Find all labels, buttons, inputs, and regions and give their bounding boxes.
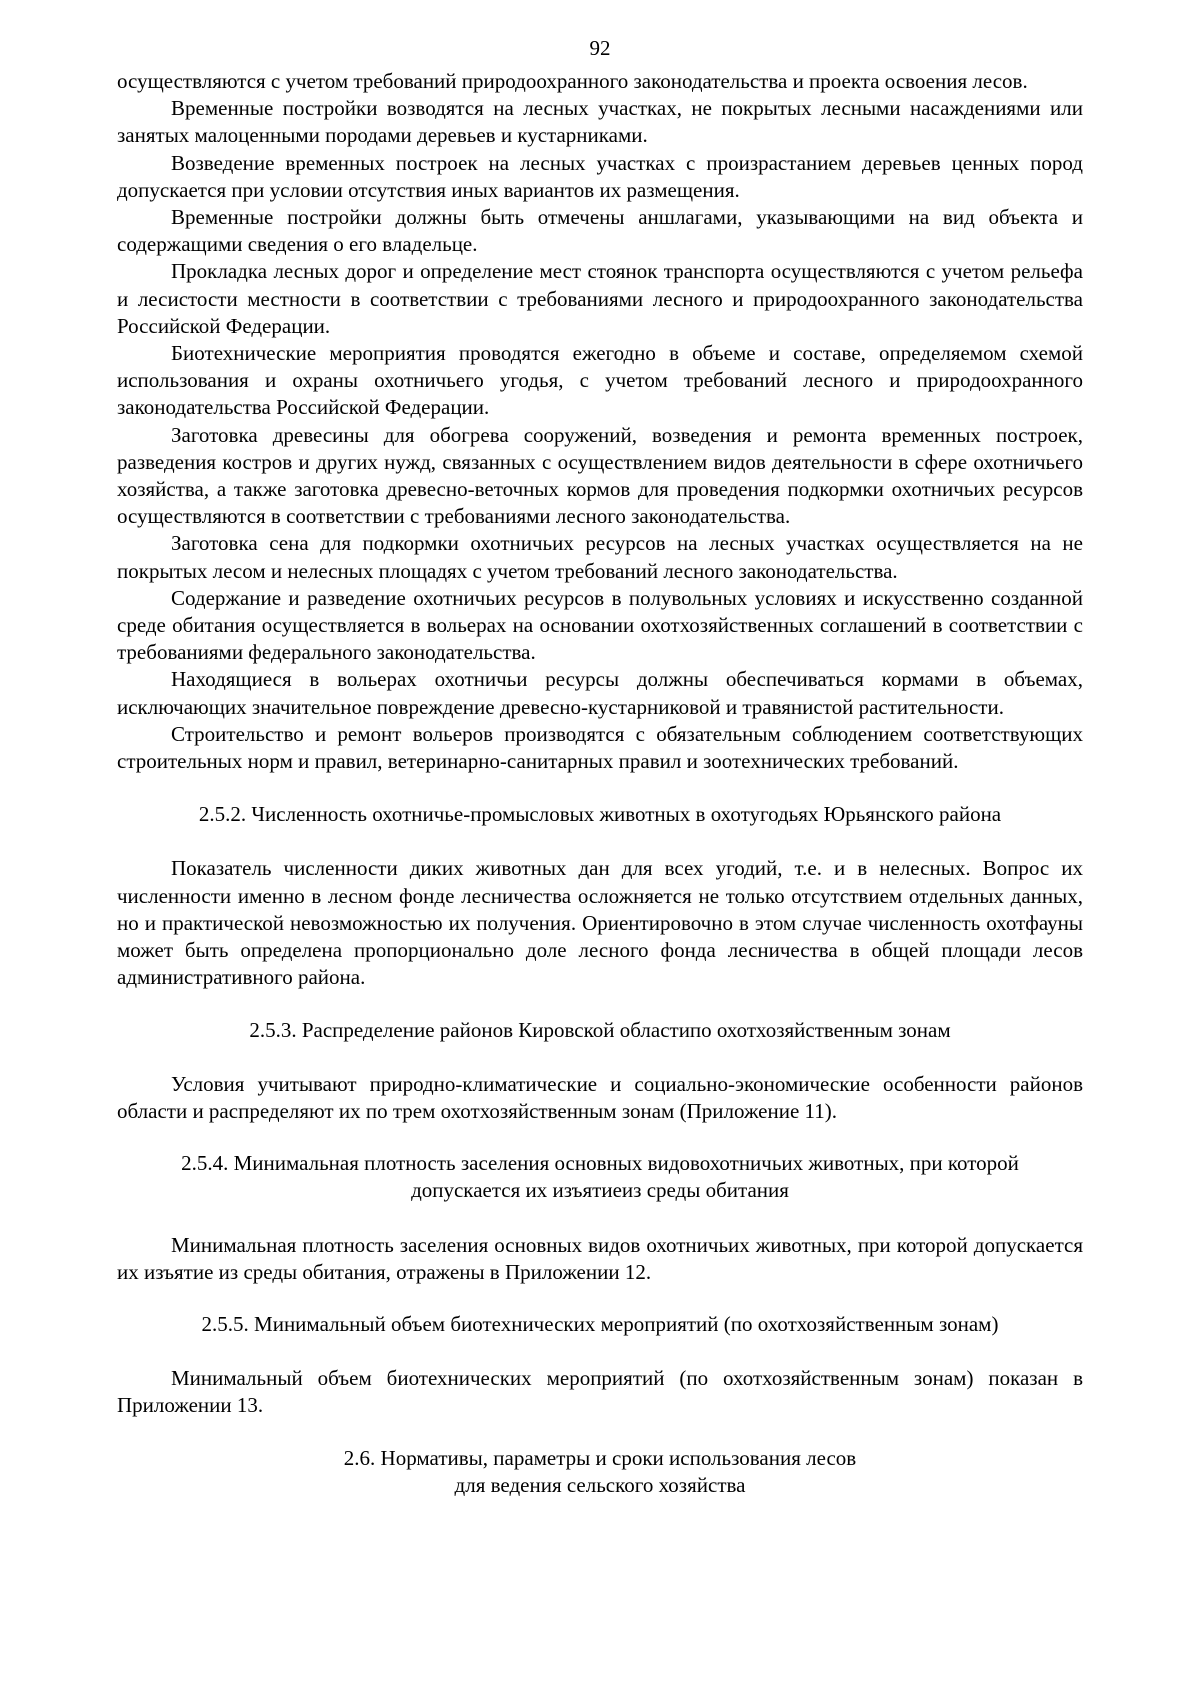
section-heading-2-6-line2: для ведения сельского хозяйства: [454, 1472, 746, 1497]
section-text-2-5-2: Показатель численности диких животных дан для всех угодий, т.е. и в нелесных. Вопрос их численности именно в лесном фонде лесничества осложняется не только отсутствием отдельных данных, но и практической невозможностью их получения. Ориентировочно в этом случае численность охотфауны может быть определена пропорционально доле лесного фонда лесничества в общей площади лесов административного района.: [117, 856, 1083, 990]
section-heading-2-6: [117, 1445, 1083, 1499]
section-heading-2-5-5: 2.5.5. Минимальный объем биотехнических мероприятий (по охотхозяйственным зонам): [201, 1311, 999, 1336]
paragraph: осуществляются с учетом требований природоохранного законодательства и проекта освоения лесов.: [117, 69, 1028, 93]
paragraph: Строительство и ремонт вольеров производятся с обязательным соблюдением соответствующих строительных норм и правил, ветеринарно-санитарных правил и зоотехнических требований.: [117, 721, 1083, 774]
document-page: [117, 36, 1083, 1499]
page-number: 92: [589, 36, 611, 60]
paragraph: Заготовка древесины для обогрева сооружений, возведения и ремонта временных построек, разведения костров и других нужд, связанных с осуществлением видов деятельности в сфере охотничьего хозяйства, а также заготовка древесно-веточных кормов для проведения подкормки охотничьих ресурсов осуществляются в соответствии с требованиями лесного законодательства.: [117, 422, 1083, 529]
section-heading-2-6-line1: 2.6. Нормативы, параметры и сроки использования лесов: [343, 1445, 857, 1470]
paragraph: Биотехнические мероприятия проводятся ежегодно в объеме и составе, определяемом схемой использования и охраны охотничьего угодья, с учетом требований лесного и природоохранного законодательства Российской Федерации.: [117, 341, 1083, 420]
paragraph: Прокладка лесных дорог и определение мест стоянок транспорта осуществляются с учетом рельефа и лесистости местности в соответствии с требованиями лесного и природоохранного законодательства Российской Федерации.: [117, 259, 1083, 338]
section-heading-2-5-4: [117, 1150, 1083, 1204]
section-text-2-5-3: Условия учитывают природно-климатические и социально-экономические особенности районов области и распределяют их по трем охотхозяйственным зонам (Приложение 11).: [117, 1071, 1083, 1123]
paragraph: Заготовка сена для подкормки охотничьих ресурсов на лесных участках осуществляется на не покрытых лесом и нелесных площадях с учетом требований лесного законодательства.: [117, 531, 1083, 583]
section-heading-2-5-2: 2.5.2. Численность охотничье-промысловых животных в охотугодьях Юрьянского района: [198, 802, 1002, 827]
paragraph: Находящиеся в вольерах охотничьи ресурсы должны обеспечиваться кормами в объемах, исключающих значительное повреждение древесно-кустарниковой и травянистой растительности.: [117, 667, 1083, 719]
paragraph: Временные постройки возводятся на лесных участках, не покрытых лесными насаждениями или занятых малоценными породами деревьев и кустарниками.: [117, 96, 1083, 148]
paragraph: Временные постройки должны быть отмечены аншлагами, указывающими на вид объекта и содержащими сведения о его владельце.: [117, 205, 1083, 257]
section-heading-2-5-4-line2: допускается их изъятиеиз среды обитания: [411, 1178, 789, 1203]
section-heading-2-5-3: 2.5.3. Распределение районов Кировской областипо охотхозяйственным зонам: [249, 1017, 951, 1042]
paragraph: Содержание и разведение охотничьих ресурсов в полувольных условиях и искусственно созданной среде обитания осуществляется в вольерах на основании охотхозяйственных соглашений в соответствии с требованиями федерального законодательства.: [117, 585, 1083, 665]
section-text-2-5-5: Минимальный объем биотехнических мероприятий (по охотхозяйственным зонам) показан в Приложении 13.: [117, 1366, 1083, 1418]
section-text-2-5-4: Минимальная плотность заселения основных видов охотничьих животных, при которой допускается их изъятие из среды обитания, отражены в Приложении 12.: [117, 1232, 1083, 1284]
paragraph: Возведение временных построек на лесных участках с произрастанием деревьев ценных пород допускается при условии отсутствия иных вариантов их размещения.: [117, 150, 1083, 202]
section-heading-2-5-4-line1: 2.5.4. Минимальная плотность заселения основных видовохотничьих животных, при которой: [181, 1151, 1019, 1176]
